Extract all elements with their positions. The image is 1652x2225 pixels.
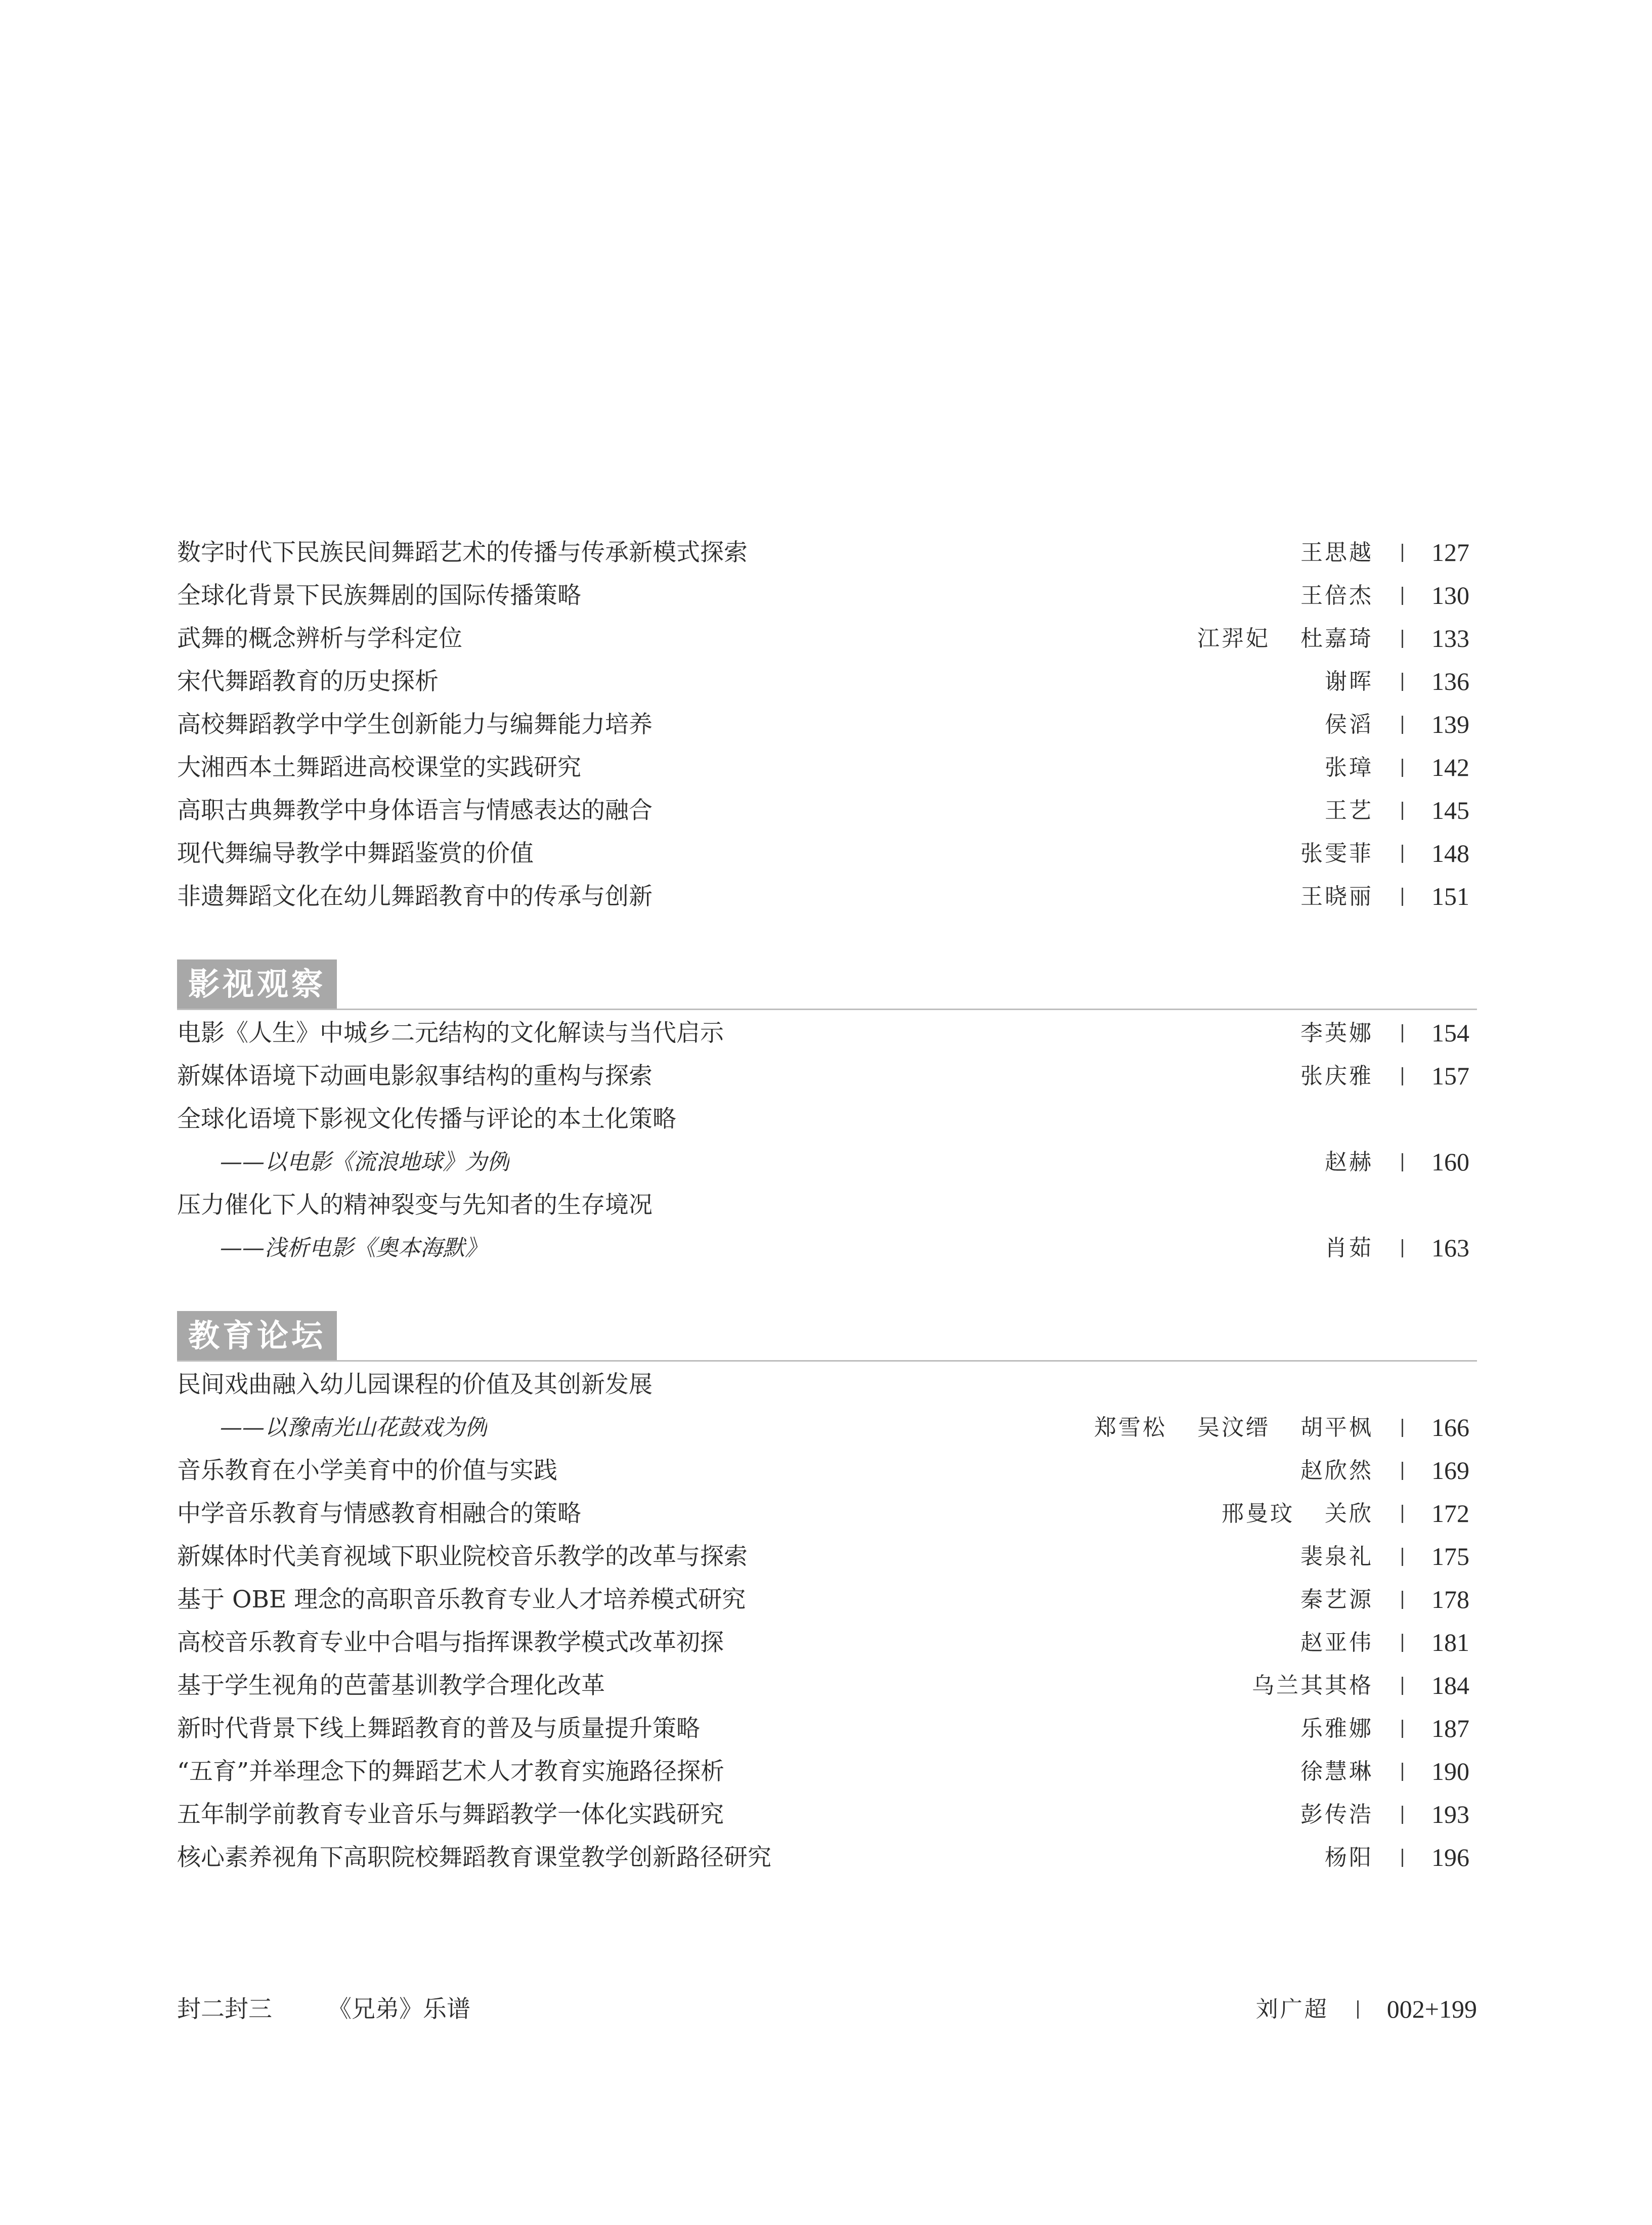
entry-title: 非遗舞蹈文化在幼儿舞蹈教育中的传承与创新 xyxy=(177,883,653,910)
page-number: 127 xyxy=(1431,538,1469,566)
entry-authors xyxy=(1300,574,1373,617)
separator-bar xyxy=(1402,1806,1403,1824)
separator-bar xyxy=(1357,2000,1359,2019)
page-separator xyxy=(1373,759,1431,777)
toc-entry[interactable] xyxy=(177,875,1477,918)
author-name: 王倍杰 xyxy=(1300,583,1373,608)
author-name: 王晓丽 xyxy=(1300,884,1373,909)
entry-authors xyxy=(1300,1055,1373,1098)
toc-entry[interactable] xyxy=(177,531,1477,574)
entry-subtitle: ——以电影《流浪地球》为例 xyxy=(220,1149,509,1175)
page-separator xyxy=(1373,1763,1431,1781)
toc-entry[interactable] xyxy=(177,1578,1477,1621)
page-number: 163 xyxy=(1431,1234,1469,1262)
page-separator xyxy=(1373,544,1431,562)
footer-author: 刘广超 xyxy=(1255,1996,1329,2022)
entry-authors xyxy=(1325,1836,1373,1879)
entry-authors xyxy=(1325,789,1373,832)
author-name: 谢晖 xyxy=(1325,669,1373,694)
entry-title: 压力催化下人的精神裂变与先知者的生存境况 xyxy=(177,1191,653,1219)
entry-title: 全球化语境下影视文化传播与评论的本土化策略 xyxy=(177,1105,676,1133)
toc-section xyxy=(177,1301,1477,1879)
toc-section xyxy=(177,531,1477,918)
page-separator xyxy=(1373,1153,1431,1171)
separator-bar xyxy=(1402,630,1403,648)
separator-bar xyxy=(1402,716,1403,734)
author-name: 秦艺源 xyxy=(1300,1587,1373,1612)
footer-label: 封二封三 xyxy=(177,1995,272,2023)
author-name: 裴泉礼 xyxy=(1300,1544,1373,1569)
page-separator xyxy=(1373,1548,1431,1566)
page-number: 193 xyxy=(1431,1800,1469,1828)
toc-entry[interactable] xyxy=(177,1750,1477,1793)
author-name: 张庆雅 xyxy=(1300,1063,1373,1089)
entry-title: 大湘西本土舞蹈进高校课堂的实践研究 xyxy=(177,754,581,781)
page-number: 151 xyxy=(1431,882,1469,910)
toc-entry[interactable] xyxy=(177,1535,1477,1578)
entry-authors xyxy=(1094,1406,1373,1449)
separator-bar xyxy=(1402,1067,1403,1085)
author-name: 胡平枫 xyxy=(1300,1415,1373,1441)
author-name: 杨阳 xyxy=(1325,1845,1373,1870)
toc-entry[interactable] xyxy=(177,703,1477,746)
page-number: 181 xyxy=(1431,1628,1469,1656)
entry-authors xyxy=(1197,617,1373,660)
entry-authors xyxy=(1325,746,1373,789)
author-name: 李英娜 xyxy=(1300,1020,1373,1046)
toc-section xyxy=(177,949,1477,1270)
entry-authors xyxy=(1300,1793,1373,1836)
page-number: 145 xyxy=(1431,796,1469,824)
separator-bar xyxy=(1402,1239,1403,1257)
page-number: 178 xyxy=(1431,1585,1469,1613)
toc-entry[interactable] xyxy=(177,617,1477,660)
author-name: 郑雪松 xyxy=(1094,1415,1167,1441)
entry-title: 高校舞蹈教学中学生创新能力与编舞能力培养 xyxy=(177,711,653,738)
section-header xyxy=(177,1301,1477,1362)
table-of-contents xyxy=(177,531,1477,2031)
separator-bar xyxy=(1402,1591,1403,1609)
author-name: 赵赫 xyxy=(1325,1149,1373,1175)
page-number: 136 xyxy=(1431,667,1469,695)
entry-title: 中学音乐教育与情感教育相融合的策略 xyxy=(177,1500,581,1528)
page-number: 166 xyxy=(1431,1413,1469,1442)
page-number: 130 xyxy=(1431,581,1469,609)
section-heading: 影视观察 xyxy=(177,959,337,1009)
page-separator xyxy=(1329,2000,1387,2019)
entry-authors xyxy=(1252,1664,1373,1707)
section-header xyxy=(177,949,1477,1010)
cover-insert-entry[interactable] xyxy=(177,1988,1477,2031)
entry-authors xyxy=(1325,703,1373,746)
entry-title: 电影《人生》中城乡二元结构的文化解读与当代启示 xyxy=(177,1019,724,1047)
entry-authors xyxy=(1300,531,1373,574)
entry-title: 现代舞编导教学中舞蹈鉴赏的价值 xyxy=(177,840,534,867)
toc-entry-subtitle-row[interactable] xyxy=(177,1141,1477,1184)
separator-bar xyxy=(1402,1763,1403,1781)
footer-page-number: 002+199 xyxy=(1386,1995,1477,2023)
separator-bar xyxy=(1402,1153,1403,1171)
entry-title: 基于 OBE 理念的高职音乐教育专业人才培养模式研究 xyxy=(177,1586,746,1613)
toc-entry[interactable] xyxy=(177,1449,1477,1492)
toc-entry[interactable] xyxy=(177,789,1477,832)
separator-bar xyxy=(1402,1505,1403,1523)
author-name: 赵欣然 xyxy=(1300,1458,1373,1484)
separator-bar xyxy=(1402,1677,1403,1695)
page-separator xyxy=(1373,1419,1431,1437)
separator-bar xyxy=(1402,845,1403,863)
page-separator xyxy=(1373,630,1431,648)
page-separator xyxy=(1373,1067,1431,1085)
entry-authors xyxy=(1300,1621,1373,1664)
author-name: 张璋 xyxy=(1325,755,1373,780)
entry-authors xyxy=(1300,1707,1373,1750)
separator-bar xyxy=(1402,1548,1403,1566)
toc-entry[interactable] xyxy=(177,1098,1477,1141)
entry-title: 民间戏曲融入幼儿园课程的价值及其创新发展 xyxy=(177,1371,653,1399)
author-name: 肖茹 xyxy=(1325,1235,1373,1261)
page-separator xyxy=(1373,1462,1431,1480)
page-separator xyxy=(1373,1806,1431,1824)
toc-entry-subtitle-row[interactable] xyxy=(177,1406,1477,1449)
page-separator xyxy=(1373,1720,1431,1738)
entry-title: 全球化背景下民族舞剧的国际传播策略 xyxy=(177,582,581,609)
author-name: 侯滔 xyxy=(1325,712,1373,737)
separator-bar xyxy=(1402,673,1403,691)
entry-authors xyxy=(1300,832,1373,875)
entry-title: 新时代背景下线上舞蹈教育的普及与质量提升策略 xyxy=(177,1715,700,1742)
toc-entry[interactable] xyxy=(177,1363,1477,1406)
footer-title: 《兄弟》乐谱 xyxy=(328,1995,470,2023)
entry-title: 基于学生视角的芭蕾基训教学合理化改革 xyxy=(177,1672,605,1699)
toc-entry[interactable] xyxy=(177,660,1477,703)
page-number: 190 xyxy=(1431,1757,1469,1785)
entry-authors xyxy=(1300,1012,1373,1055)
toc-entry[interactable] xyxy=(177,574,1477,617)
page-separator xyxy=(1373,673,1431,691)
separator-bar xyxy=(1402,1419,1403,1437)
entry-authors xyxy=(1300,1449,1373,1492)
entry-subtitle: ——浅析电影《奥本海默》 xyxy=(220,1235,487,1261)
page-separator xyxy=(1373,716,1431,734)
page-number: 169 xyxy=(1431,1456,1469,1485)
entry-title: 高职古典舞教学中身体语言与情感表达的融合 xyxy=(177,797,653,824)
author-name: 关欣 xyxy=(1325,1501,1373,1526)
entry-authors xyxy=(1300,1750,1373,1793)
author-name: 吴汶缙 xyxy=(1197,1415,1270,1441)
toc-entry[interactable] xyxy=(177,1793,1477,1836)
toc-entry[interactable] xyxy=(177,1492,1477,1535)
page-separator xyxy=(1373,1634,1431,1652)
page-number: 187 xyxy=(1431,1714,1469,1742)
entry-authors xyxy=(1325,1141,1373,1184)
author-name: 杜嘉琦 xyxy=(1300,626,1373,651)
separator-bar xyxy=(1402,1462,1403,1480)
author-name: 王艺 xyxy=(1325,798,1373,823)
page-separator xyxy=(1373,1239,1431,1257)
entry-authors xyxy=(1325,660,1373,703)
entry-title: 新媒体时代美育视域下职业院校音乐教学的改革与探索 xyxy=(177,1543,748,1570)
separator-bar xyxy=(1402,1849,1403,1867)
author-name: 邢曼玟 xyxy=(1222,1501,1294,1526)
entry-title: 新媒体语境下动画电影叙事结构的重构与探索 xyxy=(177,1062,653,1090)
separator-bar xyxy=(1402,1720,1403,1738)
entry-title: 数字时代下民族民间舞蹈艺术的传播与传承新模式探索 xyxy=(177,539,748,566)
toc-entry[interactable] xyxy=(177,1012,1477,1055)
entry-title: 高校音乐教育专业中合唱与指挥课教学模式改革初探 xyxy=(177,1629,724,1656)
entry-authors xyxy=(1300,1535,1373,1578)
entry-title: “五育”并举理念下的舞蹈艺术人才教育实施路径探析 xyxy=(177,1758,725,1785)
toc-entry[interactable] xyxy=(177,1055,1477,1098)
author-name: 乐雅娜 xyxy=(1300,1716,1373,1741)
author-name: 彭传浩 xyxy=(1300,1802,1373,1827)
section-heading: 教育论坛 xyxy=(177,1311,337,1361)
author-name: 王思越 xyxy=(1300,540,1373,565)
entry-title: 武舞的概念辨析与学科定位 xyxy=(177,625,462,652)
author-name: 乌兰其其格 xyxy=(1252,1673,1373,1698)
page-number: 184 xyxy=(1431,1671,1469,1699)
separator-bar xyxy=(1402,1634,1403,1652)
page-number: 154 xyxy=(1431,1019,1469,1047)
toc-entry[interactable] xyxy=(177,1184,1477,1227)
toc-entry[interactable] xyxy=(177,1621,1477,1664)
page-separator xyxy=(1373,1849,1431,1867)
page-separator xyxy=(1373,1505,1431,1523)
page-number: 172 xyxy=(1431,1499,1469,1528)
entry-title: 五年制学前教育专业音乐与舞蹈教学一体化实践研究 xyxy=(177,1801,724,1828)
page-separator xyxy=(1373,888,1431,906)
page-number: 196 xyxy=(1431,1843,1469,1871)
page-separator xyxy=(1373,802,1431,820)
separator-bar xyxy=(1402,544,1403,562)
toc-entry[interactable] xyxy=(177,832,1477,875)
page-separator xyxy=(1373,1024,1431,1042)
separator-bar xyxy=(1402,759,1403,777)
page-number: 133 xyxy=(1431,624,1469,652)
page-number: 139 xyxy=(1431,710,1469,738)
page-number: 175 xyxy=(1431,1542,1469,1570)
separator-bar xyxy=(1402,1024,1403,1042)
page-separator xyxy=(1373,1677,1431,1695)
entry-authors xyxy=(1300,875,1373,918)
author-name: 徐慧琳 xyxy=(1300,1759,1373,1784)
entry-title: 宋代舞蹈教育的历史探析 xyxy=(177,668,439,695)
section-rule xyxy=(177,1360,1477,1362)
author-name: 江羿妃 xyxy=(1197,626,1270,651)
entry-authors xyxy=(1300,1578,1373,1621)
page-separator xyxy=(1373,1591,1431,1609)
page-separator xyxy=(1373,845,1431,863)
page-number: 148 xyxy=(1431,839,1469,867)
toc-entry[interactable] xyxy=(177,1664,1477,1707)
entry-authors xyxy=(1222,1492,1373,1535)
entry-title: 核心素养视角下高职院校舞蹈教育课堂教学创新路径研究 xyxy=(177,1844,771,1871)
separator-bar xyxy=(1402,802,1403,820)
toc-entry[interactable] xyxy=(177,1707,1477,1750)
page-number: 160 xyxy=(1431,1148,1469,1176)
toc-entry[interactable] xyxy=(177,746,1477,789)
author-name: 张雯菲 xyxy=(1300,841,1373,866)
page-number: 157 xyxy=(1431,1062,1469,1090)
toc-entry-subtitle-row[interactable] xyxy=(177,1227,1477,1270)
page-number: 142 xyxy=(1431,753,1469,781)
toc-entry[interactable] xyxy=(177,1836,1477,1879)
entry-title: 音乐教育在小学美育中的价值与实践 xyxy=(177,1457,557,1485)
entry-authors xyxy=(1325,1227,1373,1270)
entry-subtitle: ——以豫南光山花鼓戏为例 xyxy=(220,1415,487,1441)
separator-bar xyxy=(1402,587,1403,605)
author-name: 赵亚伟 xyxy=(1300,1630,1373,1655)
separator-bar xyxy=(1402,888,1403,906)
section-rule xyxy=(177,1009,1477,1010)
page-separator xyxy=(1373,587,1431,605)
